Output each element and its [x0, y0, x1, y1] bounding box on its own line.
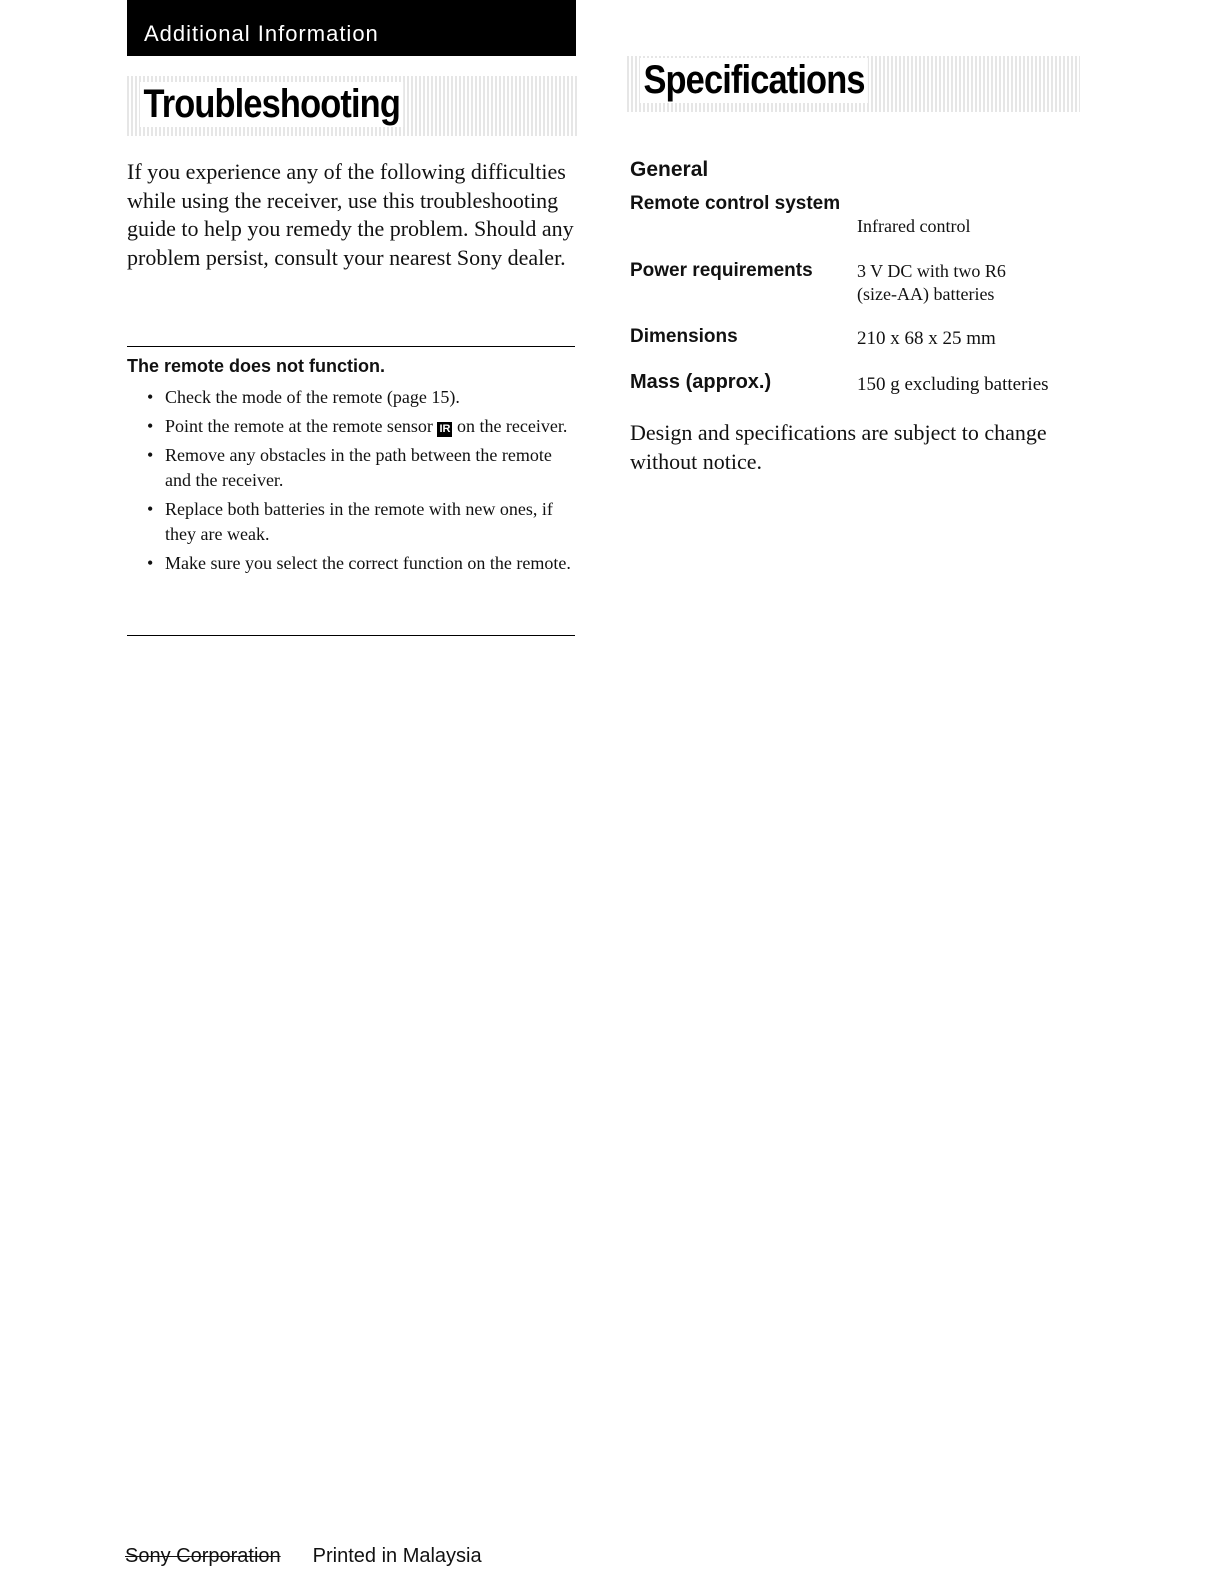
- spec-label-dimensions: Dimensions: [630, 326, 738, 347]
- spec-label-mass: Mass (approx.): [630, 371, 772, 393]
- list-item: • Check the mode of the remote (page 15).: [147, 385, 575, 410]
- list-item: • Remove any obstacles in the path between the remote and the receiver.: [147, 443, 575, 493]
- remote-sensor-icon: IR: [439, 423, 451, 435]
- list-item: • Make sure you select the correct function on the remote.: [147, 551, 575, 576]
- specifications-heading: Specifications: [640, 58, 868, 103]
- troubleshooting-intro: If you experience any of the following difficulties while using the receiver, use this troubleshooting guide to help you remedy the problem. Should any problem persist, consult your nearest Sony dealer.: [127, 159, 574, 270]
- spec-label-power: Power requirements: [630, 260, 813, 281]
- spec-value-power: 3 V DC with two R6 (size-AA) batteries: [857, 261, 1006, 304]
- list-item: • Replace both batteries in the remote with new ones, if they are weak.: [147, 497, 575, 547]
- problem-title: The remote does not function.: [127, 356, 386, 376]
- spec-value-mass: 150 g excluding batteries: [857, 374, 1049, 395]
- troubleshooting-heading: Troubleshooting: [140, 82, 403, 127]
- spec-value-dimensions: 210 x 68 x 25 mm: [857, 328, 996, 349]
- footer-company: Sony Corporation: [125, 1545, 281, 1567]
- divider-top: [127, 346, 575, 347]
- section-title: Additional Information: [144, 21, 379, 46]
- spec-note: Design and specifications are subject to change without notice.: [630, 420, 1047, 474]
- footer: [125, 1545, 482, 1568]
- list-item: • Point the remote at the remote sensor IR on the receiver.: [147, 414, 575, 439]
- spec-value-remote-control: Infrared control: [857, 216, 971, 236]
- section-title-bar: [127, 0, 576, 56]
- spec-group-title: General: [630, 158, 709, 181]
- remedy-list: [147, 385, 575, 580]
- footer-printed: Printed in Malaysia: [312, 1545, 482, 1567]
- divider-bottom: [127, 635, 575, 636]
- spec-label-remote-control: Remote control system: [630, 193, 841, 214]
